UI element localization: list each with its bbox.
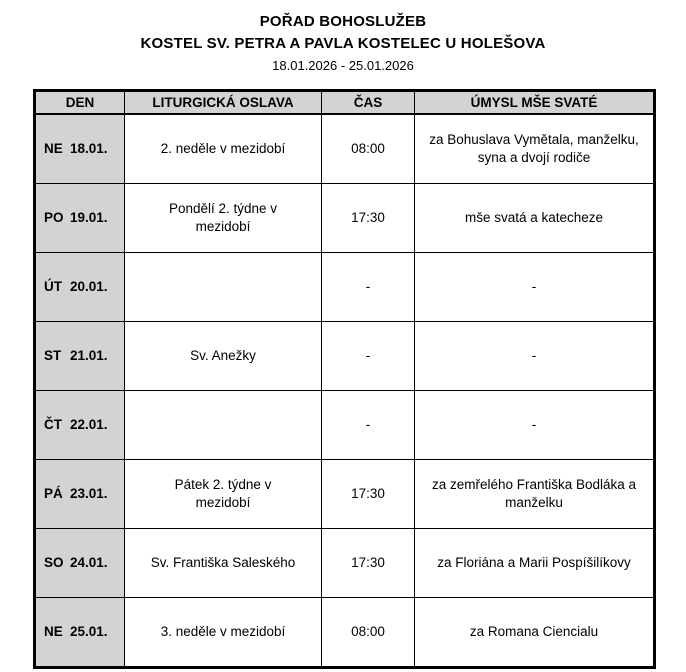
- church-name: KOSTEL SV. PETRA A PAVLA KOSTELEC U HOLEŠOVA: [140, 35, 546, 52]
- day-cell: [35, 253, 125, 322]
- day-abbrev: ÚT: [44, 279, 62, 295]
- table-row: [35, 253, 655, 322]
- col-header-liturgicka-oslava: LITURGICKÁ OSLAVA: [125, 91, 322, 115]
- day-date: 23.01.: [70, 486, 108, 502]
- day-abbrev: SO: [44, 555, 64, 571]
- day-abbrev: NE: [44, 141, 63, 157]
- celebration-cell: Pátek 2. týdne v mezidobí: [125, 460, 322, 529]
- table-row: [35, 322, 655, 391]
- table-row: [35, 460, 655, 529]
- table-row: [35, 114, 655, 184]
- celebration-cell: [125, 253, 322, 322]
- celebration-cell: 3. neděle v mezidobí: [125, 598, 322, 668]
- col-header-den: DEN: [35, 91, 125, 115]
- celebration-cell: [125, 391, 322, 460]
- time-cell: 17:30: [322, 184, 415, 253]
- day-abbrev: ST: [44, 348, 62, 364]
- table-row: [35, 529, 655, 598]
- intention-cell: za zemřelého Františka Bodláka a manželku: [415, 460, 655, 529]
- intention-cell: mše svatá a katecheze: [415, 184, 655, 253]
- day-date: 22.01.: [70, 417, 108, 433]
- day-abbrev: PO: [44, 210, 64, 226]
- celebration-cell: Pondělí 2. týdne v mezidobí: [125, 184, 322, 253]
- day-date: 18.01.: [70, 141, 108, 157]
- celebration-cell: Sv. Františka Saleského: [125, 529, 322, 598]
- day-cell: [35, 114, 125, 184]
- table-row: [35, 184, 655, 253]
- date-range: 18.01.2026 - 25.01.2026: [272, 58, 414, 73]
- table-row: [35, 391, 655, 460]
- time-cell: -: [322, 391, 415, 460]
- day-date: 19.01.: [70, 210, 108, 226]
- time-cell: 17:30: [322, 460, 415, 529]
- intention-cell: za Floriána a Marii Pospíšilíkovy: [415, 529, 655, 598]
- table-row: [35, 598, 655, 668]
- day-date: 24.01.: [70, 555, 108, 571]
- day-abbrev: PÁ: [44, 486, 63, 502]
- time-cell: -: [322, 322, 415, 391]
- intention-cell: -: [415, 322, 655, 391]
- intention-cell: za Romana Ciencialu: [415, 598, 655, 668]
- time-cell: 17:30: [322, 529, 415, 598]
- day-cell: [35, 184, 125, 253]
- col-header-umysl-mse-svate: ÚMYSL MŠE SVATÉ: [415, 91, 655, 115]
- day-cell: [35, 598, 125, 668]
- document-title: POŘAD BOHOSLUŽEB: [259, 13, 427, 30]
- celebration-cell: Sv. Anežky: [125, 322, 322, 391]
- day-cell: [35, 391, 125, 460]
- intention-cell: -: [415, 253, 655, 322]
- time-cell: 08:00: [322, 598, 415, 668]
- intention-cell: za Bohuslava Vymětala, manželku, syna a dvojí rodiče: [415, 114, 655, 184]
- header-row: [35, 91, 655, 115]
- day-date: 20.01.: [70, 279, 108, 295]
- time-cell: 08:00: [322, 114, 415, 184]
- day-date: 21.01.: [70, 348, 108, 364]
- celebration-cell: 2. neděle v mezidobí: [125, 114, 322, 184]
- day-abbrev: ČT: [44, 417, 62, 433]
- document-header: [0, 0, 686, 73]
- schedule-table: [33, 89, 656, 669]
- day-date: 25.01.: [70, 624, 108, 640]
- day-cell: [35, 529, 125, 598]
- intention-cell: -: [415, 391, 655, 460]
- time-cell: -: [322, 253, 415, 322]
- day-cell: [35, 322, 125, 391]
- col-header-cas: ČAS: [322, 91, 415, 115]
- day-abbrev: NE: [44, 624, 63, 640]
- day-cell: [35, 460, 125, 529]
